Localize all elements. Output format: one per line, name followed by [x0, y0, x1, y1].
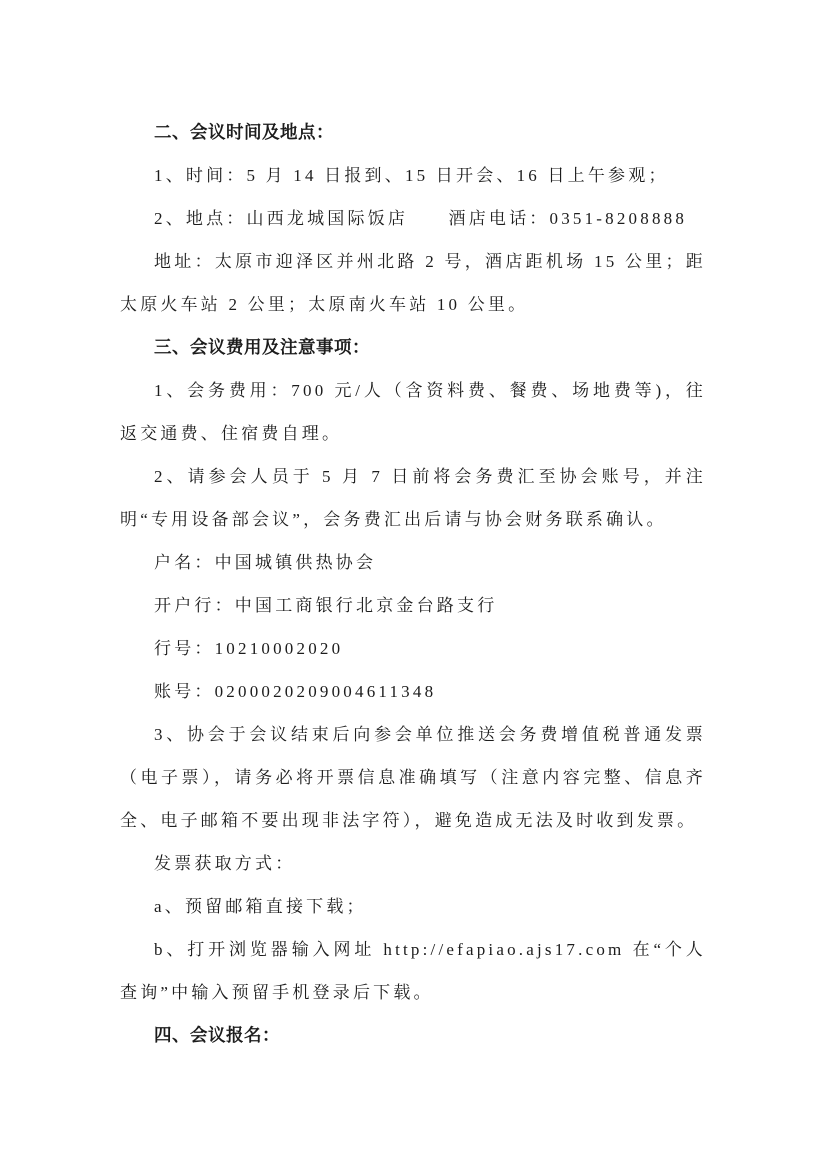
- section-heading: 四、会议报名：: [154, 1025, 280, 1045]
- body-paragraph: 行号：10210002020: [154, 639, 344, 658]
- body-paragraph: b、打开浏览器输入网址 http://efapiao.ajs17.com 在“个人查询”中输入预留手机登录后下载。: [120, 940, 706, 1002]
- body-paragraph: 开户行：中国工商银行北京金台路支行: [154, 596, 498, 615]
- body-paragraph: 1、会务费用：700 元/人（含资料费、餐费、场地费等)，往返交通费、住宿费自理。: [120, 381, 706, 443]
- body-paragraph: 1、时间：5 月 14 日报到、15 日开会、16 日上午参观；: [154, 166, 669, 185]
- body-paragraph: 账号：0200020209004611348: [154, 682, 437, 701]
- document-content: [120, 111, 706, 1057]
- body-paragraph: 地址：太原市迎泽区并州北路 2 号，酒店距机场 15 公里；距太原火车站 2 公里；太原南火车站 10 公里。: [120, 252, 706, 314]
- body-paragraph: 2、地点：山西龙城国际饭店 酒店电话：0351-8208888: [154, 209, 688, 228]
- section-heading: 三、会议费用及注意事项：: [154, 337, 370, 357]
- section-heading: 二、会议时间及地点：: [154, 122, 334, 142]
- body-paragraph: 3、协会于会议结束后向参会单位推送会务费增值税普通发票（电子票），请务必将开票信息准确填写（注意内容完整、信息齐全、电子邮箱不要出现非法字符），避免造成无法及时收到发票。: [120, 725, 706, 830]
- body-paragraph: 发票获取方式：: [154, 854, 296, 873]
- body-paragraph: a、预留邮箱直接下载；: [154, 897, 367, 916]
- body-paragraph: 2、请参会人员于 5 月 7 日前将会务费汇至协会账号，并注明“专用设备部会议”，会务费汇出后请与协会财务联系确认。: [120, 467, 706, 529]
- body-paragraph: 户名：中国城镇供热协会: [154, 553, 377, 572]
